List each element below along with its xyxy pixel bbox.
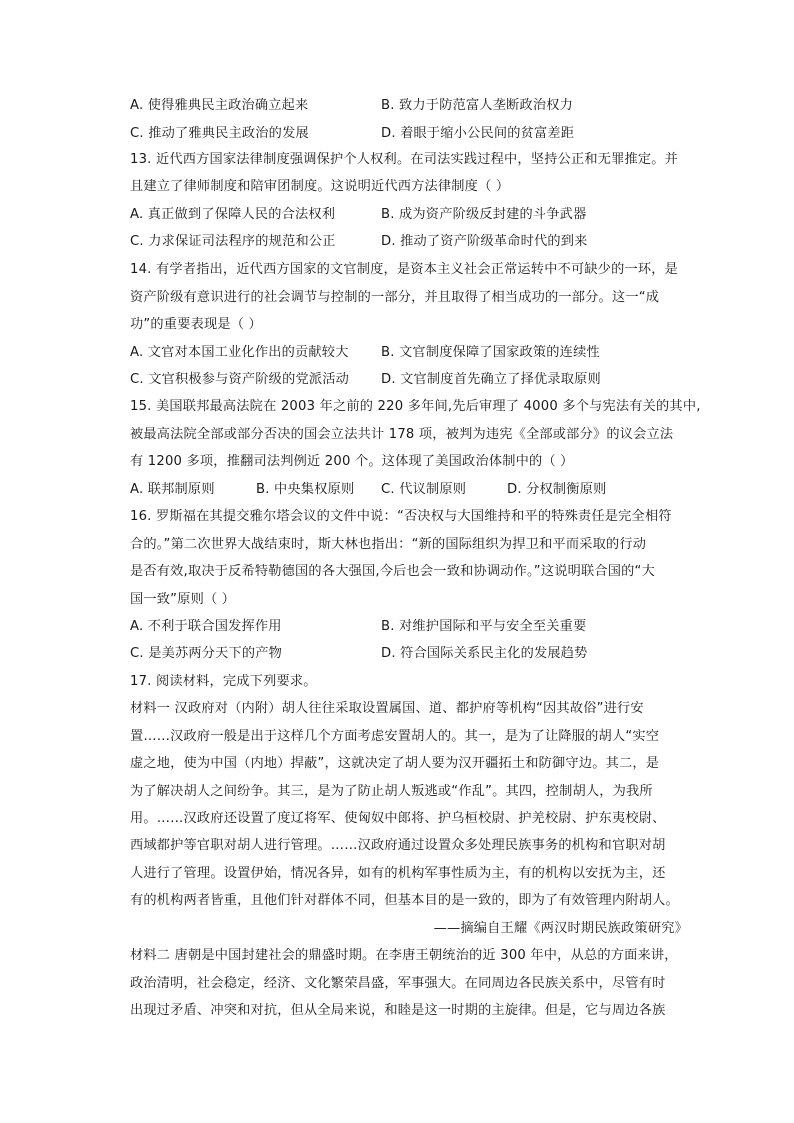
q12-option-b: B. 致力于防范富人垄断政治权力 — [381, 98, 574, 113]
q14-stem-line-3: 功”的重要表现是（ ） — [130, 317, 262, 332]
q13-stem-line-2: 且建立了律师制度和陪审团制度。这说明近代西方法律制度（ ） — [130, 179, 510, 194]
q13-option-b: B. 成为资产阶级反封建的斗争武器 — [381, 207, 587, 222]
q17-material1-line-7: 人进行了管理。设置伊始，情况各异，如有的机构军事性质为主，有的机构以安抚为主，还 — [130, 866, 666, 881]
q17-material1-line-5: 用。……汉政府还设置了度辽将军、使匈奴中郎将、护乌桓校尉、护羌校尉、护东夷校尉、 — [130, 811, 666, 826]
q13-option-c: C. 力求保证司法程序的规范和公正 — [130, 234, 336, 249]
q15-option-c: C. 代议制原则 — [381, 482, 467, 497]
q16-stem-line-1: 16. 罗斯福在其提交雅尔塔会议的文件中说：“否决权与大国维持和平的特殊责任是完全相符 — [130, 509, 672, 524]
q17-material1-line-1: 材料一 汉政府对（内附）胡人往往采取设置属国、道、都护府等机构“因其故俗”进行安 — [130, 701, 644, 716]
q14-stem-line-2: 资产阶级有意识进行的社会调节与控制的一部分，并且取得了相当成功的一部分。这一“成 — [130, 290, 660, 305]
q13-option-d: D. 推动了资产阶级革命时代的到来 — [381, 234, 588, 249]
q17-material2-line-1: 材料二 唐朝是中国封建社会的鼎盛时期。在李唐王朝统治的近 300 年中，从总的方面来讲， — [130, 948, 678, 963]
q16-stem-line-4: 国一致”原则（ ） — [130, 592, 236, 607]
q17-source-1: ——摘编自王耀《两汉时期民族政策研究》 — [433, 921, 688, 936]
q15-option-d: D. 分权制衡原则 — [507, 482, 607, 497]
q16-option-b: B. 对维护国际和平与安全至关重要 — [381, 619, 587, 634]
q12-option-a: A. 使得雅典民主政治确立起来 — [130, 98, 309, 113]
q14-option-b: B. 文官制度保障了国家政策的连续性 — [381, 345, 600, 360]
q15-option-a: A. 联邦制原则 — [130, 482, 215, 497]
q14-stem-line-1: 14. 有学者指出，近代西方国家的文官制度，是资本主义社会正常运转中不可缺少的一环，是 — [130, 262, 679, 277]
q17-material1-line-3: 虚之地，使为中国（内地）捍蔽”，这就决定了胡人要为汉开疆拓土和防御守边。其二，是 — [130, 756, 660, 771]
q16-option-d: D. 符合国际关系民主化的发展趋势 — [381, 646, 588, 661]
q14-option-c: C. 文官积极参与资产阶级的党派活动 — [130, 372, 350, 387]
q17-material1-line-2: 置……汉政府一般是出于这样几个方面考虑安置胡人的。其一，是为了让降服的胡人“实空 — [130, 729, 660, 744]
q12-option-d: D. 着眼于缩小公民间的贫富差距 — [381, 126, 575, 141]
q16-stem-line-2: 合的。”第二次世界大战结束时，斯大林也指出：“新的国际组织为捍卫和平而采取的行动 — [130, 537, 647, 552]
q14-option-d: D. 文官制度首先确立了择优录取原则 — [381, 372, 601, 387]
q17-material1-line-8: 有的机构两者皆重，且他们针对群体不同，但基本目的是一致的，即为了有效管理内附胡人。 — [130, 893, 679, 908]
q14-option-a: A. 文官对本国工业化作出的贡献较大 — [130, 345, 349, 360]
q17-material1-line-4: 为了解决胡人之间纷争。其三，是为了防止胡人叛逃或“作乱”。其四，控制胡人，为我所 — [130, 784, 653, 799]
q13-stem-line-1: 13. 近代西方国家法律制度强调保护个人权利。在司法实践过程中，坚持公正和无罪推定。并 — [130, 152, 679, 167]
q15-stem-line-2: 被最高法院全部或部分否决的国会立法共计 178 项，被判为违宪《全部或部分》的议会立法 — [130, 427, 674, 442]
q16-stem-line-3: 是否有效,取决于反希特勒德国的各大强国,今后也会一致和协调动作。”这说明联合国的“大 — [130, 564, 655, 579]
q17-material2-line-2: 政治清明，社会稳定，经济、文化繁荣昌盛，军事强大。在同周边各民族关系中，尽管有时 — [130, 976, 666, 991]
q16-option-c: C. 是美苏两分天下的产物 — [130, 646, 283, 661]
q13-option-a: A. 真正做到了保障人民的合法权利 — [130, 207, 336, 222]
q15-stem-line-1: 15. 美国联邦最高法院在 2003 年之前的 220 多年间,先后审理了 4000 多个与宪法有关的其中, — [130, 399, 701, 414]
q17-material2-line-3: 出现过矛盾、冲突和对抗，但从全局来说，和睦是这一时期的主旋律。但是，它与周边各族 — [130, 1003, 666, 1018]
q17-material1-line-6: 西域都护等官职对胡人进行管理。……汉政府通过设置众多处理民族事务的机构和官职对胡 — [130, 838, 666, 853]
q15-option-b: B. 中央集权原则 — [256, 482, 355, 497]
q16-option-a: A. 不利于联合国发挥作用 — [130, 619, 282, 634]
q17-stem: 17. 阅读材料，完成下列要求。 — [130, 674, 317, 689]
q12-option-c: C. 推动了雅典民主政治的发展 — [130, 126, 309, 141]
q15-stem-line-3: 有 1200 多项，推翻司法判例近 200 个。这体现了美国政治体制中的（ ） — [130, 454, 574, 469]
